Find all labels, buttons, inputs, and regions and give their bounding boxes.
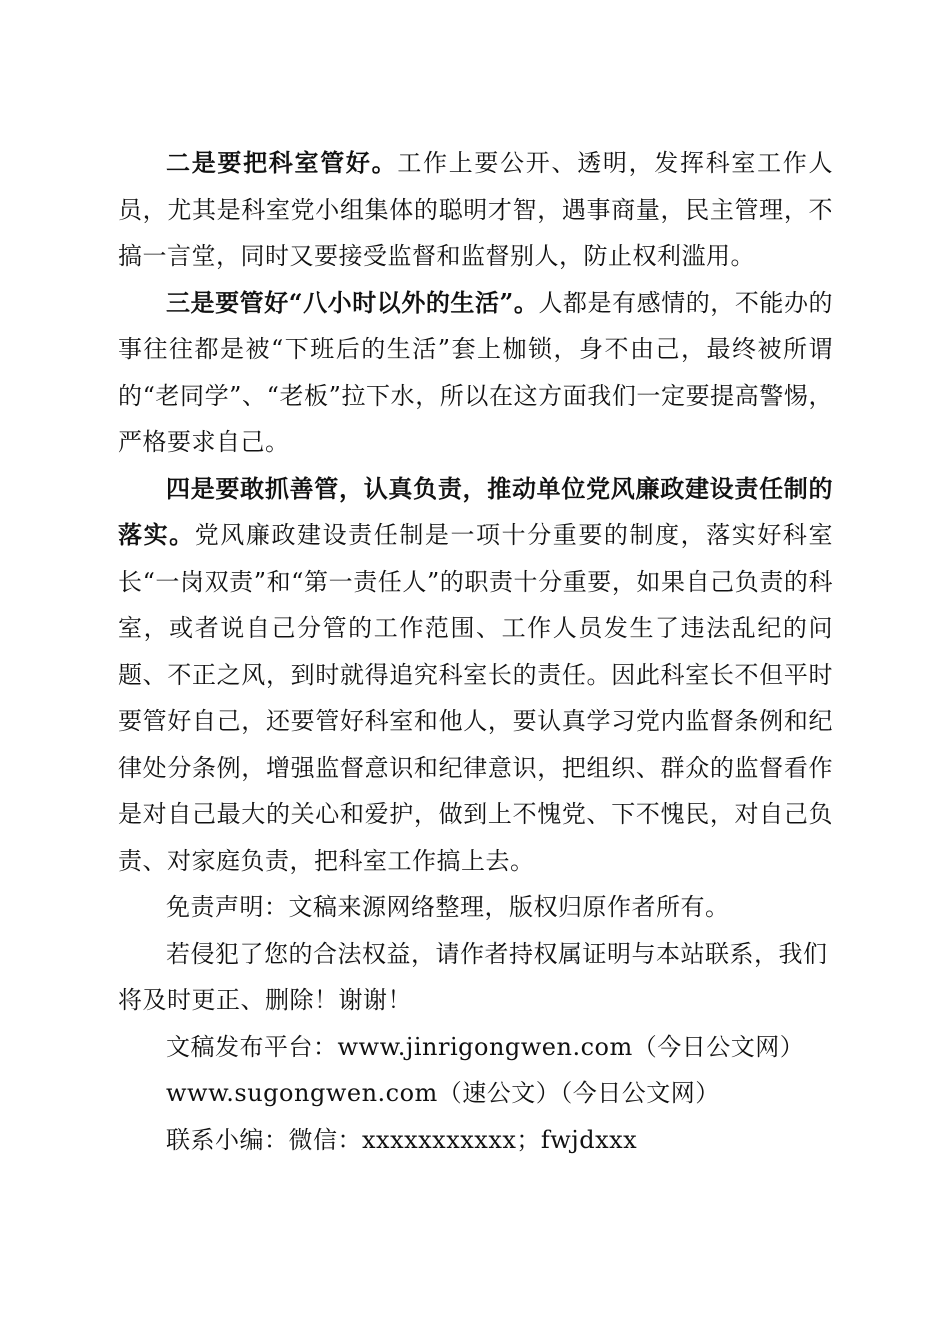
paragraph-body: 党风廉政建设责任制是一项十分重要的制度，落实好科室长“一岗双责”和“第一责任人”的职责十分重要，如果自己负责的科室，或者说自己分管的工作范围、工作人员发生了违法乱纪的问题、不正之风，到时就得追究科室长的责任。因此科室长不但平时要管好自己，还要管好科室和他人，要认真学习党内监督条例和纪律处分条例，增强监督意识和纪律意识，把组织、群众的监督看作是对自己最大的关心和爱护，做到上不愧党、下不愧民，对自己负责、对家庭负责，把科室工作搞上去。: [118, 521, 834, 875]
paragraph-manage-office: [118, 140, 833, 280]
paragraph-lead: 三是要管好“八小时以外的生活”。: [166, 287, 539, 317]
infringement-notice: 若侵犯了您的合法权益，请作者持权属证明与本站联系，我们将及时更正、删除！谢谢！: [118, 939, 828, 1014]
paragraph-after-hours-life: [118, 280, 833, 466]
platform-line: 文稿发布平台：www.jinrigongwen.com（今日公文网）: [166, 1032, 805, 1061]
paragraph-body: 工作上要公开、透明，发挥科室工作人员，尤其是科室党小组集体的聪明才智，遇事商量，民主管理，不搞一言堂，同时又要接受监督和监督别人，防止权利滥用。: [118, 149, 834, 270]
paragraph-lead: 四是要敢抓善管，认真负责，推动单位党风廉政建设责任制的落实。: [118, 473, 833, 549]
document-page: [118, 140, 833, 1163]
paragraph-lead: 二是要把科室管好。: [166, 148, 398, 177]
site-line: www.sugongwen.com（速公文）（今日公文网）: [166, 1079, 720, 1107]
disclaimer-text: 免责声明：文稿来源网络整理，版权归原作者所有。: [166, 893, 730, 921]
paragraph-body: 人都是有感情的，不能办的事往往都是被“下班后的生活”套上枷锁，身不由己，最终被所谓的“老同学”、“老板”拉下水，所以在这方面我们一定要提高警惕，严格要求自己。: [118, 288, 834, 456]
contact-line: 联系小编：微信：xxxxxxxxxxx；fwjdxxx: [166, 1125, 638, 1154]
paragraph-responsibility-system: [118, 466, 833, 885]
